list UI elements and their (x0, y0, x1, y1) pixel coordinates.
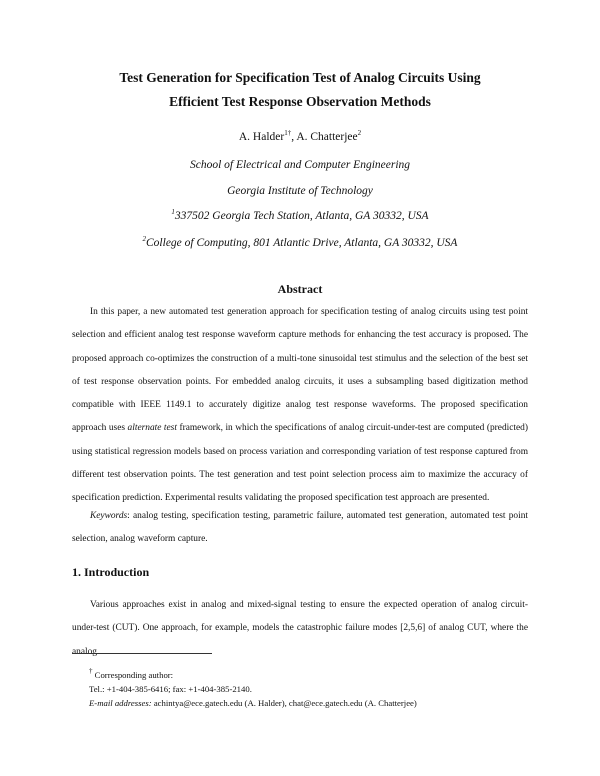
abstract-heading: Abstract (277, 282, 323, 296)
affiliation-address-2 (0, 237, 600, 249)
abstract-paragraph (72, 301, 528, 511)
paper-title-line-1: Test Generation for Specification Test of Analog Circuits Using (119, 70, 481, 85)
abstract-text-part-2: framework, in which the specifications of analog circuit-under-test are computed (predicted) using statistical regression models based on process variation and corresponding variation of test response captured from different test observation points. The test generation and test point selection process aim to maximize the accuracy of specification prediction. Experimental results validating the proposed specification test approach are presented. (72, 423, 528, 504)
author-separator: , (291, 131, 297, 143)
author-halder: A. Halder (238, 131, 285, 143)
address-2-text: College of Computing, 801 Atlantic Drive, Atlanta, GA 30332, USA (146, 237, 458, 249)
footnote-corresponding-author (89, 669, 173, 682)
paper-title-line-2: Efficient Test Response Observation Methods (169, 94, 431, 109)
author-list (0, 131, 600, 143)
address-2-mark: 2 (142, 235, 147, 243)
footnote-divider (72, 653, 212, 654)
author-chatterjee: A. Chatterjee (296, 131, 358, 143)
footnote-emails (89, 697, 417, 710)
email-label: E-mail addresses: (89, 698, 152, 708)
author-chatterjee-affiliation-mark: 2 (357, 129, 362, 137)
keywords-paragraph (72, 505, 528, 552)
section-heading-introduction: 1. Introduction (72, 565, 150, 579)
affiliation-school: School of Electrical and Computer Engineering (189, 159, 411, 171)
keywords-label: Keywords (90, 511, 128, 521)
email-text: achintya@ece.gatech.edu (A. Halder), chat@ece.gatech.edu (A. Chatterjee) (151, 698, 417, 708)
keywords-text: analog testing, specification testing, parametric failure, automated test generation, automated test point selection, analog waveform capture. (72, 511, 528, 545)
affiliation-institute: Georgia Institute of Technology (227, 185, 373, 197)
footnote-line-1: Corresponding author: (92, 670, 174, 680)
keywords-colon: : (127, 511, 130, 521)
footnote-mark: † (89, 667, 93, 675)
address-1-mark: 1 (171, 208, 175, 216)
author-halder-affiliation-mark: 1† (284, 129, 292, 137)
affiliation-address-1 (0, 210, 600, 222)
introduction-paragraph: Various approaches exist in analog and mixed-signal testing to ensure the expected operation of analog circuit-under-test (CUT). One approach, for example, models the catastrophic failure modes [2,5,6] of analog CUT, where the analog (72, 600, 528, 657)
abstract-text-part-1: In this paper, a new automated test generation approach for specification testing of analog circuits using test point selection and efficient analog test response waveform capture methods for enhancing the test accuracy is proposed. The proposed approach co-optimizes the construction of a multi-tone sinusoidal test stimulus and the selection of the best set of test response observation points. For embedded analog circuits, it uses a subsampling based digitization method compatible with IEEE 1149.1 to accurately digitize analog test response waveforms. The proposed specification approach uses (72, 307, 528, 434)
abstract-text-emphasis: alternate test (127, 423, 177, 434)
footnote-phone: Tel.: +1-404-385-6416; fax: +1-404-385-2140. (89, 684, 252, 694)
address-1-text: 337502 Georgia Tech Station, Atlanta, GA 30332, USA (174, 210, 429, 222)
